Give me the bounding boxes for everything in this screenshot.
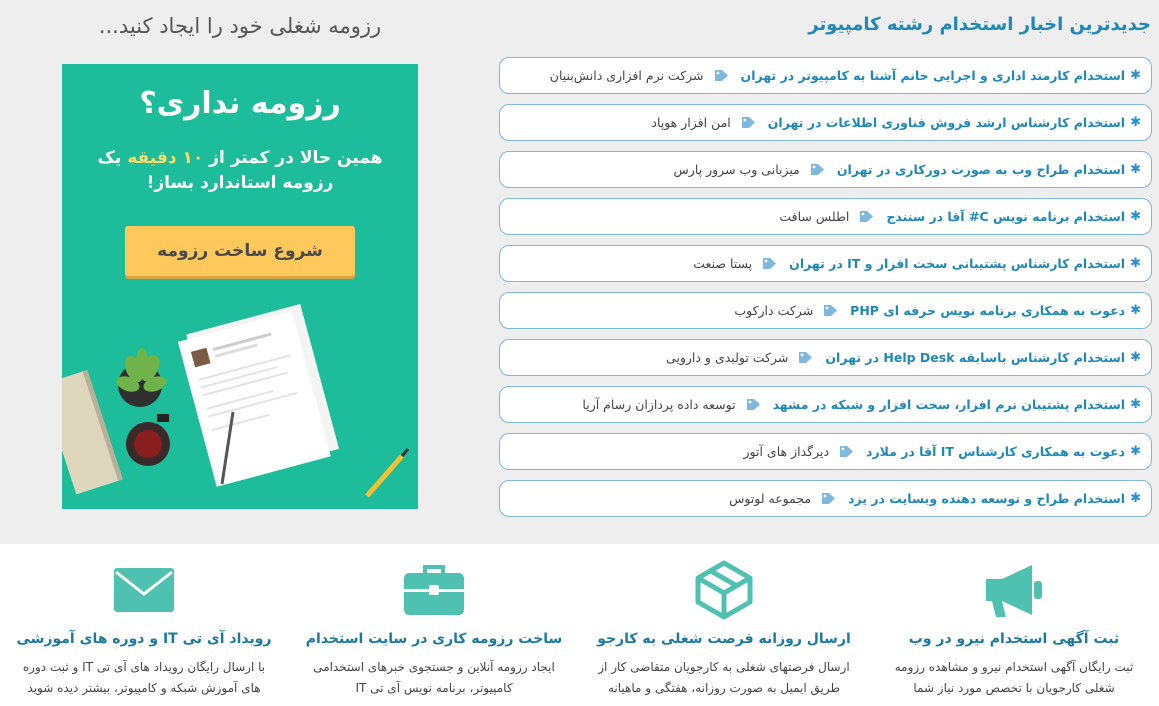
tag-icon <box>839 445 854 458</box>
tag-icon <box>714 69 729 82</box>
banner-text-after: یک <box>97 148 122 168</box>
job-item[interactable] <box>499 292 1152 329</box>
tag-icon <box>798 351 813 364</box>
job-company: شرکت تولیدی و دارویی <box>665 350 789 365</box>
job-title[interactable]: استخدام کارشناس ارشد فروش فناوری اطلاعات در تهران <box>767 115 1126 130</box>
gear-icon: ✱ <box>1130 397 1141 412</box>
feature-desc: ارسال فرصتهای شغلی به کارجویان متقاضی کار از طریق ایمیل به صورت روزانه، هفتگی و ماهیانه <box>598 660 850 695</box>
feature-title: ساخت رزومه کاری در سایت استخدام <box>305 631 563 647</box>
job-title[interactable]: استخدام طراح و توسعه دهنده وبسایت در یزد <box>848 491 1126 506</box>
features-section <box>0 544 1159 706</box>
job-item[interactable] <box>499 480 1152 517</box>
feature-title: رویداد آی تی IT و دوره های آموزشی <box>16 631 272 647</box>
job-item[interactable] <box>499 57 1152 94</box>
gear-icon: ✱ <box>1130 209 1141 224</box>
feature-desc: با ارسال رایگان رویداد های آی تی IT و ثبت دوره های آموزش شبکه و کامپیوتر، بیشتر دیده شوید <box>22 660 266 695</box>
job-item[interactable] <box>499 245 1152 282</box>
gear-icon: ✱ <box>1130 444 1141 459</box>
job-title[interactable]: دعوت به همکاری برنامه نویس حرفه ای PHP <box>850 303 1126 318</box>
gear-icon: ✱ <box>1130 303 1141 318</box>
jobs-section-title: جدیدترین اخبار استخدام رشته کامپیوتر <box>808 14 1151 35</box>
desk-illustration <box>62 284 418 509</box>
tag-icon <box>859 210 874 223</box>
job-title[interactable]: استخدام کارشناس باسابقه Help Desk در تهران <box>825 350 1126 365</box>
job-title[interactable]: استخدام پشتیبان نرم افزار، سخت افزار و شبکه در مشهد <box>772 397 1126 412</box>
job-company: میزبانی وب سرور پارس <box>673 162 800 177</box>
tag-icon <box>746 398 761 411</box>
banner-text-before: همین حالا در کمتر از <box>209 148 383 168</box>
job-company: پستا صنعت <box>693 256 753 271</box>
job-company: دیرگداز های آتور <box>743 444 830 459</box>
banner-text-highlight: ۱۰ دقیقه <box>127 148 204 168</box>
feature-desc: ثبت رایگان آگهی استخدام نیرو و مشاهده رزومه شغلی کارجویان با تخصص مورد نیاز شما <box>894 660 1134 695</box>
job-company: مجموعه لوتوس <box>729 491 812 506</box>
feature-desc: ایجاد رزومه آنلاین و جستجوی خبرهای استخدامی کامپیوتر، برنامه نویس آی تی IT <box>313 660 555 695</box>
job-item[interactable] <box>499 198 1152 235</box>
job-company: امن افزار هوپاد <box>651 115 731 130</box>
feature-events[interactable] <box>0 544 289 706</box>
tag-icon <box>741 116 756 129</box>
job-item[interactable] <box>499 433 1152 470</box>
feature-title: ثبت آگهی استخدام نیرو در وب <box>908 631 1120 647</box>
gear-icon: ✱ <box>1130 162 1141 177</box>
job-item[interactable] <box>499 151 1152 188</box>
resume-heading: رزومه شغلی خود را ایجاد کنید... <box>98 14 382 38</box>
megaphone-icon <box>964 558 1064 622</box>
resume-banner[interactable] <box>62 64 418 509</box>
briefcase-icon <box>384 558 484 622</box>
job-title[interactable]: استخدام طراح وب به صورت دورکاری در تهران <box>836 162 1126 177</box>
tag-icon <box>823 304 838 317</box>
job-title[interactable]: استخدام کارشناس پشتیبانی سخت افزار و IT در تهران <box>789 256 1126 271</box>
banner-text-line2: رزومه استاندارد بساز! <box>146 172 334 193</box>
feature-title: ارسال روزانه فرصت شغلی به کارجو <box>597 631 851 647</box>
gear-icon: ✱ <box>1130 491 1141 506</box>
job-company: اطلس سافت <box>779 209 850 224</box>
gear-icon: ✱ <box>1130 68 1141 83</box>
gear-icon: ✱ <box>1130 256 1141 271</box>
feature-resume[interactable] <box>289 544 579 706</box>
job-item[interactable] <box>499 386 1152 423</box>
job-title[interactable]: استخدام کارمند اداری و اجرایی خانم آشنا به کامپیوتر در تهران <box>740 68 1126 83</box>
tag-icon <box>762 257 777 270</box>
feature-job-ad[interactable] <box>869 544 1159 706</box>
cube-icon <box>674 558 774 622</box>
job-title[interactable]: استخدام برنامه نویس C# آقا در سنندج <box>886 209 1126 224</box>
banner-title: رزومه نداری؟ <box>139 86 341 121</box>
job-title[interactable]: دعوت به همکاری کارشناس IT آقا در ملارد <box>866 444 1126 459</box>
feature-daily-jobs[interactable] <box>579 544 869 706</box>
job-list <box>499 57 1152 527</box>
gear-icon: ✱ <box>1130 115 1141 130</box>
tag-icon <box>810 163 825 176</box>
job-item[interactable] <box>499 104 1152 141</box>
job-item[interactable] <box>499 339 1152 376</box>
banner-text <box>82 146 398 195</box>
gear-icon: ✱ <box>1130 350 1141 365</box>
job-company: شرکت نرم افزاری دانش‌بنیان <box>549 68 704 83</box>
start-resume-button[interactable]: شروع ساخت رزومه <box>125 226 355 276</box>
tag-icon <box>821 492 836 505</box>
job-company: توسعه داده پردازان رسام آریا <box>582 397 736 412</box>
envelope-icon <box>94 558 194 622</box>
job-company: شرکت دارکوب <box>734 303 814 318</box>
